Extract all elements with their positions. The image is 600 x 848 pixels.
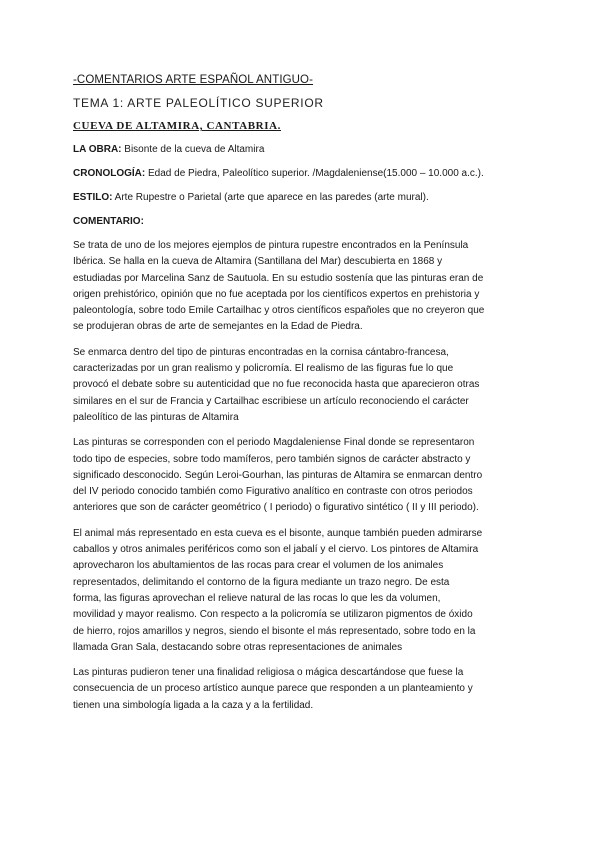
text-line: de hierro, rojos amarillos y negros, siendo el bisonte el más representado, sobre todo en la: [73, 625, 476, 637]
field-cronologia: [73, 167, 533, 181]
text-line: similares en el sur de Francia y Cartailhac escribiese un artículo reconociendo el carácter: [73, 395, 469, 407]
paragraph: [73, 238, 533, 336]
text-line: Se trata de uno de los mejores ejemplos de pintura rupestre encontrados en la Península: [73, 240, 469, 251]
text-line: caracterizadas por un gran realismo y policromía. El realismo de las figuras fue lo que: [73, 363, 454, 375]
text-line: estudiadas por Marcelina Sanz de Sautuola. En su estudio sostenía que las pinturas eran de: [73, 272, 484, 284]
text-line: Las pinturas pudieron tener una finalidad religiosa o mágica descartándose que fuese la: [73, 667, 464, 679]
text-line: forma, las figuras aprovechan el relieve natural de las rocas lo que les da volumen,: [73, 592, 441, 604]
main-title: -COMENTARIOS ARTE ESPAÑOL ANTIGUO-: [73, 74, 314, 86]
text-line: del IV periodo conocido también como Figurativo analítico en contraste con otros periodos: [73, 486, 473, 498]
text-line: El animal más representado en esta cueva es el bisonte, aunque también pueden admirarse: [73, 527, 483, 539]
text-line: llamada Gran Sala, destacando sobre otras representaciones de animales: [73, 641, 403, 653]
field-label: CRONOLOGÍA:: [73, 168, 146, 179]
text-line: significado desconocido. Según Leroi-Gourhan, las pinturas de Altamira se enmarcan dentro: [73, 469, 483, 481]
text-line: paleontología, sobre todo Emile Cartailhac y otros científicos españoles que no creyeron que: [73, 305, 485, 317]
paragraph: [73, 345, 533, 426]
topic-heading: TEMA 1: ARTE PALEOLÍTICO SUPERIOR: [73, 96, 324, 110]
paragraph: [73, 665, 533, 714]
paragraph: [73, 526, 533, 656]
field-label: LA OBRA:: [73, 144, 122, 155]
text-line: provocó el debate sobre su autenticidad que no fue reconocida hasta que aparecieron otras: [73, 379, 480, 391]
comment-heading: COMENTARIO:: [73, 216, 144, 227]
text-line: representados, delimitando el contorno de la figura mediante un trazo negro. De esta: [73, 576, 450, 588]
cave-heading: CUEVA DE ALTAMIRA, CANTABRIA.: [73, 120, 281, 132]
field-value: Edad de Piedra, Paleolítico superior. /Magdaleniense(15.000 – 10.000 a.c.).: [145, 168, 484, 179]
text-line: Las pinturas se corresponden con el periodo Magdaleniense Final donde se representaron: [73, 437, 475, 449]
text-line: origen prehistórico, opinión que no fue aceptada por los científicos expertos en prehistoria y: [73, 288, 480, 300]
text-line: se produjeran obras de arte de semejantes en la Edad de Piedra.: [73, 321, 363, 333]
text-line: anteriores que son de carácter geométrico ( I periodo) o figurativo sintético ( II y III periodo).: [73, 502, 479, 514]
comment-body: [73, 238, 533, 714]
text-line: paleolítico de las pinturas de Altamira: [73, 411, 239, 423]
document-content: [73, 72, 533, 723]
field-value: Bisonte de la cueva de Altamira: [121, 144, 265, 155]
text-line: todo tipo de especies, sobre todo mamíferos, pero también signos de carácter abstracto y: [73, 453, 471, 465]
paragraph: [73, 435, 533, 516]
text-line: Ibérica. Se halla en la cueva de Altamira (Santillana del Mar) descubierta en 1868 y: [73, 256, 443, 268]
field-label: ESTILO:: [73, 192, 113, 203]
text-line: caballos y otros animales periféricos como son el jabalí y el ciervo. Los pintores de Altamira: [73, 544, 479, 556]
text-line: aprovecharon los abultamientos de las rocas para crear el volumen de los animales: [73, 560, 444, 572]
text-line: movilidad y mayor realismo. Con respecto a la policromía se utilizaron pigmentos de óxido: [73, 609, 473, 621]
text-line: consecuencia de un proceso artístico aunque parece que responden a un planteamiento y: [73, 683, 473, 695]
text-line: Se enmarca dentro del tipo de pinturas encontradas en la cornisa cántabro-francesa,: [73, 346, 449, 358]
field-la-obra: [73, 143, 533, 157]
field-estilo: [73, 191, 533, 205]
field-value: Arte Rupestre o Parietal (arte que aparece en las paredes (arte mural).: [112, 192, 429, 203]
text-line: tienen una simbología ligada a la caza y a la fertilidad.: [73, 699, 314, 711]
